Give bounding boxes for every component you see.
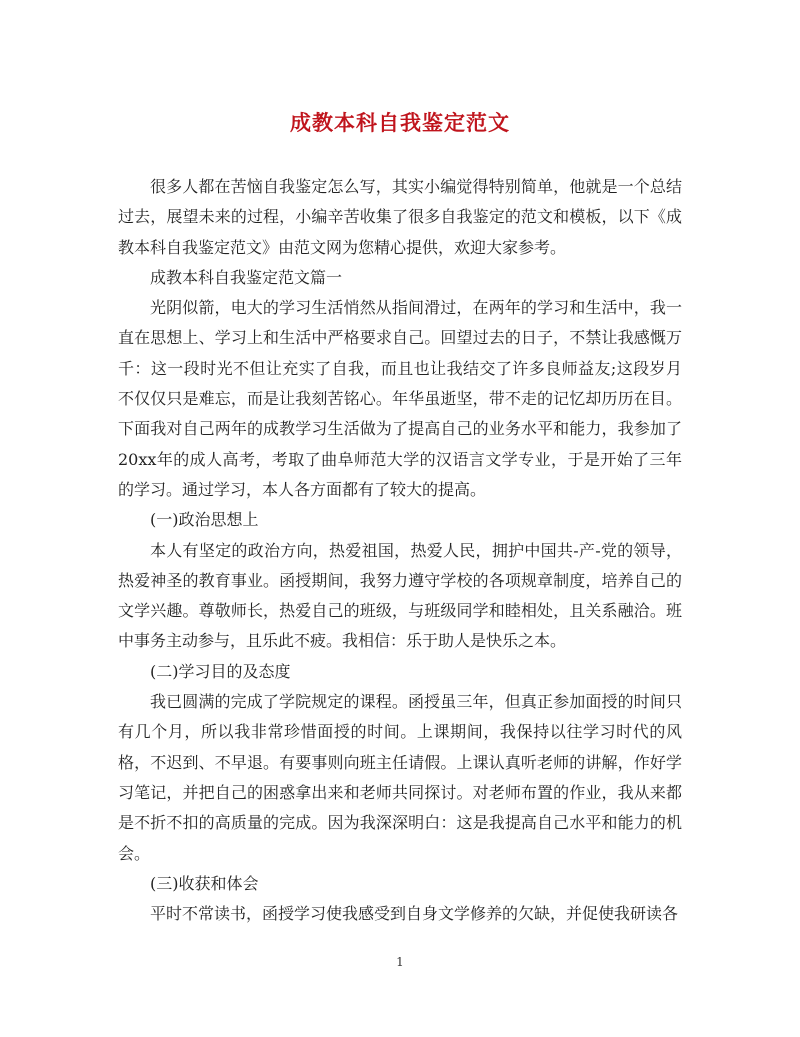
subheading-political: (一)政治思想上 [150,510,259,530]
body-paragraph-political: 本人有坚定的政治方向，热爱祖国，热爱人民，拥护中国共-产-党的领导，热爱神圣的教育事业。函授期间，我努力遵守学校的各项规章制度，培养自己的文学兴趣。尊敬师长，热爱自己的班级，与班级同学和睦相处，且关系融洽。班中事务主动参与，且乐此不疲。我相信：乐于助人是快乐之本。 [118,540,682,651]
section-heading-part-one: 成教本科自我鉴定范文篇一 [150,267,343,287]
body-paragraph-opening: 光阴似箭，电大的学习生活悄然从指间滑过，在两年的学习和生活中，我一直在思想上、学习上和生活中严格要求自己。回望过去的日子，不禁让我感慨万千：这一段时光不但让充实了自我，而且也让我结交了许多良师益友;这段岁月不仅仅只是难忘，而是让我刻苦铭心。年华虽逝坚，带不走的记忆却历历在目。下面我对自己两年的成教学习生活做为了提高自己的业务水平和能力，我参加了20xx年的成人高考，考取了曲阜师范大学的汉语言文学专业，于是开始了三年的学习。通过学习，本人各方面都有了较大的提高。 [118,298,682,499]
subheading-gains: (三)收获和体会 [150,873,259,893]
page-number: 1 [396,955,404,969]
subheading-study-attitude: (二)学习目的及态度 [150,661,291,681]
document-body [118,172,682,929]
body-paragraph-gains: 平时不常读书，函授学习使我感受到自身文学修养的欠缺，并促使我研读各 [150,904,679,924]
intro-paragraph: 很多人都在苦恼自我鉴定怎么写，其实小编觉得特别简单，他就是一个总结过去，展望未来的过程，小编辛苦收集了很多自我鉴定的范文和模板，以下《成教本科自我鉴定范文》由范文网为您精心提供，欢迎大家参考。 [118,177,682,257]
body-paragraph-study-attitude: 我已圆满的完成了学院规定的课程。函授虽三年，但真正参加面授的时间只有几个月，所以我非常珍惜面授的时间。上课期间，我保持以往学习时代的风格，不迟到、不早退。有要事则向班主任请假。上课认真听老师的讲解，作好学习笔记，并把自己的困惑拿出来和老师共同探讨。对老师布置的作业，我从来都是不折不扣的高质量的完成。因为我深深明白：这是我提高自己水平和能力的机会。 [118,692,682,863]
document-title: 成教本科自我鉴定范文 [290,110,510,135]
